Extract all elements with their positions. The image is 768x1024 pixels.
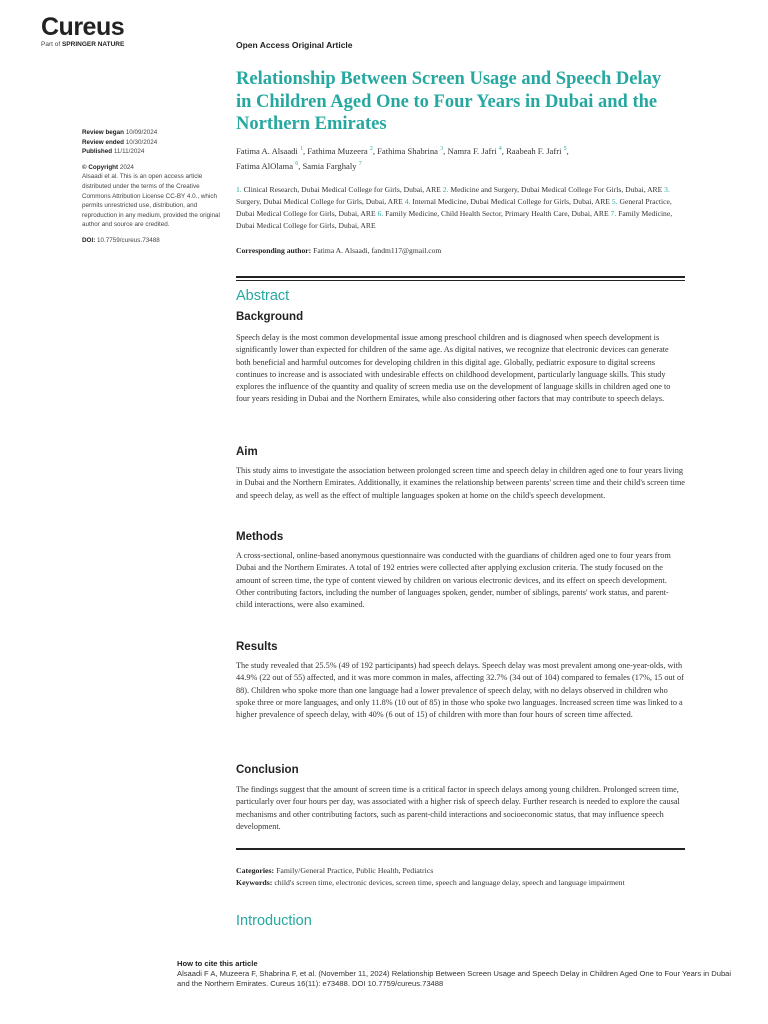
background-heading: Background <box>236 311 304 323</box>
author-list: Fatima A. Alsaadi $^1$, Fathima Muzeera $^2$, Fathima Shabrina $^3$, Namra F. Jafri $^4$, Raabeah F. Jafri $^5$, Fatima AlOlama $^6$, Samia Farghaly $^7$ <box>236 145 569 171</box>
affiliation: General Practice, Dubai Medical College for Girls, Dubai, ARE <box>236 197 672 218</box>
doi: DOI: 10.7759/cureus.73488 <box>82 236 160 244</box>
author-name[interactable]: Fathima Shabrina <box>377 145 438 156</box>
corresponding-author: Corresponding author: Fatima A. Alsaadi, fandm117@gmail.com <box>236 246 442 255</box>
copyright: © Copyright 2024 <box>82 163 134 171</box>
citation-block <box>177 959 737 990</box>
aim-heading: Aim <box>236 446 258 458</box>
top-rule <box>236 276 685 278</box>
affiliation: Internal Medicine, Dubai Medical College for Girls, Dubai, ARE <box>412 197 610 206</box>
logo-part-of: Part of SPRINGER NATURE <box>41 41 125 48</box>
citation-heading: How to cite this article <box>177 959 258 968</box>
article-type-badge: Open Access Original Article <box>236 40 353 50</box>
aim-text: This study aims to investigate the association between prolonged screen time and speech delay in children aged one to four years living in Dubai and the Northern Emirates. Additionally, it examines the relationship between parents' screen time and their child's screen time and speech delay, as well as the effect of multiple languages spoken at home on the child's speech development. <box>236 466 685 500</box>
top-rule-thin <box>236 280 685 281</box>
review-ended: Review ended 10/30/2024 <box>82 138 158 146</box>
affiliation: Medicine and Surgery, Dubai Medical College For Girls, Dubai, ARE <box>450 185 663 194</box>
abstract-heading: Abstract <box>236 288 290 304</box>
keywords: Keywords: child's screen time, electronic devices, screen time, speech and language delay, speech and language impairment <box>236 877 625 887</box>
author-name[interactable]: Namra F. Jafri <box>447 145 497 156</box>
results-heading: Results <box>236 641 278 653</box>
corresponding-author-value[interactable]: Fatima A. Alsaadi, fandm117@gmail.com <box>313 246 442 255</box>
conclusion-text: The findings suggest that the amount of screen time is a critical factor in speech delays among young children. Prolonged screen time, particularly over four hours per day, was associated with a higher risk of speech delay. Further research is needed to explore the causal mechanisms and other contributing factors, such as parent-child interactions and socioeconomic status, that may influence speech development. <box>236 785 680 831</box>
categories-keywords <box>236 865 676 888</box>
conclusion-heading: Conclusion <box>236 764 299 776</box>
license-text: Alsaadi et al. This is an open access article distributed under the terms of the Creative Commons Attribution License CC-BY 4.0., which permits unrestricted use, distribution, and reproduction in any medium, provided the original author and source are credited. <box>82 173 220 229</box>
affiliation: Surgery, Dubai Medical College for Girls, Dubai, ARE <box>236 197 403 206</box>
author-name[interactable]: Fatima AlOlama <box>236 160 294 171</box>
published-date: Published 11/11/2024 <box>82 148 145 156</box>
cureus-logo <box>41 14 124 48</box>
author-name[interactable]: Fatima A. Alsaadi <box>236 145 298 156</box>
citation-text: Alsaadi F A, Muzeera F, Shabrina F, et al. (November 11, 2024) Relationship Between Screen Usage and Speech Delay in Children Aged One to Four Years in Dubai and the Northern Emirates. Cureus 16(11): e73488. DOI 10.7759/cureus.73488 <box>177 969 732 989</box>
author-name[interactable]: Fathima Muzeera <box>307 145 368 156</box>
article-meta <box>82 128 222 246</box>
author-name[interactable]: Samia Farghaly <box>302 160 357 171</box>
review-began: Review began 10/09/2024 <box>82 129 158 136</box>
logo-wordmark: Cureus <box>41 13 125 41</box>
author-name[interactable]: Raabeah F. Jafri <box>506 145 562 156</box>
methods-text: A cross-sectional, online-based anonymous questionnaire was conducted with the guardians of children aged one to four years from Dubai and the Northern Emirates. A total of 192 entries were collected after applying exclusion criteria. The study focused on the amount of screen time, the type of content viewed by children on various electronic devices, and its effect on speech development. Other contributing factors, including the number of languages spoken, gender, number of siblings, parents' work status, and parent-child interactions, were also examined. <box>236 551 671 610</box>
methods-heading: Methods <box>236 531 284 543</box>
bottom-rule <box>236 848 685 850</box>
background-text: Speech delay is the most common developmental issue among preschool children and is diagnosed when speech development is significantly lower than expected for children of the same age. As digital natives, we recognize that electronic devices can generate both beneficial and harmful outcomes for developing children in this digital age. Globally, pediatric exposure to digital screens continues to increase and is associated with undesirable effects on childhood development, particularly language skills. This study explores the influence of the quantity and quality of screen media use on the development of language skills in children aged one to four years residing in Dubai and the Northern Emirates, while also considering other factors that may contribute to speech delays. <box>236 333 671 404</box>
doi-link[interactable]: 10.7759/cureus.73488 <box>97 236 160 244</box>
affiliation: Clinical Research, Dubai Medical College for Girls, Dubai, ARE <box>243 185 441 194</box>
introduction-heading: Introduction <box>236 913 312 929</box>
affiliation: Family Medicine, Child Health Sector, Primary Health Care, Dubai, ARE <box>385 209 609 218</box>
affiliation-list: 1. Clinical Research, Dubai Medical College for Girls, Dubai, ARE 2. Medicine and Surgery, Dubai Medical College For Girls, Dubai, ARE 3. Surgery, Dubai Medical College for Girls, Dubai, ARE 4. Internal Medicine, Dubai Medical College for Girls, Dubai, ARE 5. General Practice, Dubai Medical College for Girls, Dubai, ARE 6. Family Medicine, Child Health Sector, Primary Health Care, Dubai, ARE 7. Family Medicine, Dubai Medical College for Girls, Dubai, ARE <box>236 185 673 230</box>
affiliation: Family Medicine, Dubai Medical College for Girls, Dubai, ARE <box>236 209 673 230</box>
article-title: Relationship Between Screen Usage and Speech Delay in Children Aged One to Four Years in Dubai and the Northern Emirates <box>236 69 662 134</box>
results-text: The study revealed that 25.5% (49 of 192 participants) had speech delays. Speech delay was most prevalent among one-year-olds, with 44.9% (22 out of 55) affected, and it was more common in males, affecting 32.7% (34 out of 104) compared to females (17%, 15 out of 88). Children who spoke more than one language had a lower prevalence of speech delay, with no delays observed in children who spoke three or more languages, and only 11.8% (10 out of 85) in those who spoke two languages. Increased screen time was linked to a higher prevalence of speech delay, with 40% (6 out of 15) of children with more than four hours of screen time affected. <box>236 661 684 720</box>
categories: Categories: Family/General Practice, Public Health, Pediatrics <box>236 866 434 875</box>
